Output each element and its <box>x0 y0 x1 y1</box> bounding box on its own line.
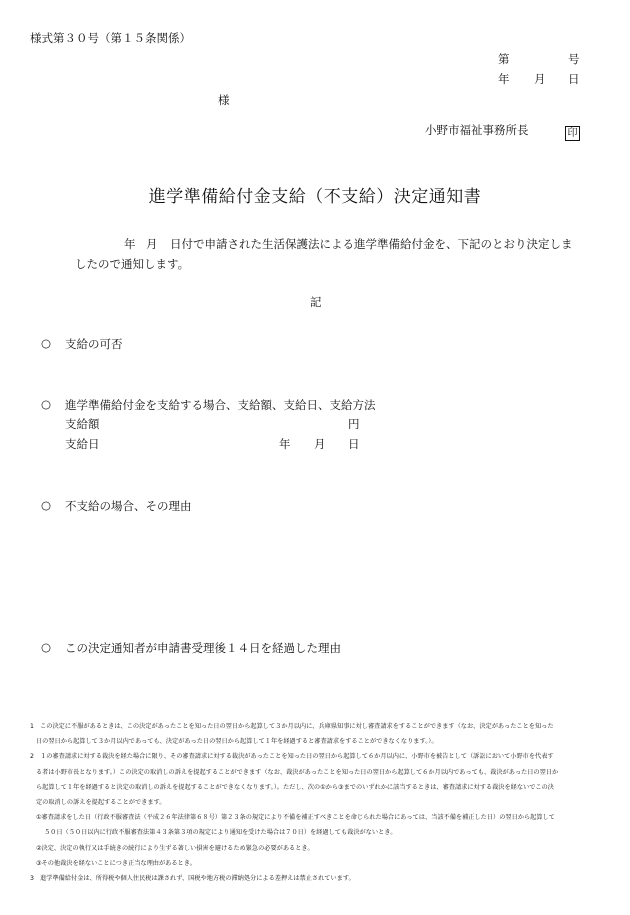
note-line: 日の翌日から起算して３か月以内であっても、決定があった日の翌日から起算して１年を経過すると審査請求をすることができなくなります。）。 <box>36 738 438 746</box>
item2-bullet: ○ <box>41 397 52 411</box>
pay-date-day: 日 <box>348 437 360 451</box>
addressee-suffix: 様 <box>218 93 230 107</box>
item1-bullet: ○ <box>41 336 52 350</box>
note-line: ③その他裁決を経ないことにつき正当な理由があるとき。 <box>36 859 196 867</box>
note-line: ら起算して１年を経過すると決定の取消しの訴えを提起することができなくなります。）。ただし、次の①から③までのいずれかに該当するときは、審査請求に対する裁決を経ないでこの決 <box>36 783 554 791</box>
item3-label: 不支給の場合、その理由 <box>65 499 192 513</box>
item1-label: 支給の可否 <box>65 337 123 351</box>
seal-stamp <box>565 121 580 141</box>
pay-date-label: 支給日 <box>65 437 100 451</box>
body-month: 月 <box>146 237 158 251</box>
date-month: 月 <box>534 72 546 86</box>
legal-notes <box>30 719 610 886</box>
amount-unit: 円 <box>348 417 360 431</box>
item4-label: この決定通知者が申請書受理後１４日を経過した理由 <box>65 641 341 655</box>
item4-bullet: ○ <box>41 640 52 654</box>
item3-bullet: ○ <box>41 498 52 512</box>
note-line: 3 進学準備給付金は、所得税や個人住民税は課されず、国税や地方税の滞納処分による差押えは禁止されています。 <box>30 875 355 883</box>
pay-date-month: 月 <box>314 437 326 451</box>
doc-number-suffix: 号 <box>568 52 580 66</box>
note-line: ①審査請求をした日（行政不服審査法（平成２６年法律第６８号）第２３条の規定により不備を補正すべきことを命じられた場合にあっては、当該不備を補正した日）の翌日から起算して <box>36 814 555 822</box>
note-line: る者は小野市長となります。）この決定の取消しの訴えを提起することができます（なお、裁決があったことを知った日の翌日から起算して６か月以内であっても、裁決があった日の翌日か <box>36 768 559 776</box>
document-title: 進学準備給付金支給（不支給）決定通知書 <box>148 187 482 207</box>
issuer-name: 小野市福祉事務所長 <box>425 123 529 137</box>
note-line: ②決定、決定の執行又は手続きの続行により生ずる著しい損害を避けるため緊急の必要があるとき。 <box>36 844 314 852</box>
body-line2: したので通知します。 <box>75 257 190 271</box>
note-line: 2 １の審査請求に対する裁決を経た場合に限り、その審査請求に対する裁決があったことを知った日の翌日から起算して６か月以内に、小野市を被告として（訴訟において小野市を代表す <box>30 753 554 761</box>
item2-label: 進学準備給付金を支給する場合、支給額、支給日、支給方法 <box>65 398 376 412</box>
amount-label: 支給額 <box>65 417 100 431</box>
seal-char: 印 <box>565 126 580 141</box>
body-year: 年 <box>124 237 136 251</box>
date-day: 日 <box>568 72 580 86</box>
pay-date-year: 年 <box>279 437 291 451</box>
date-year: 年 <box>498 72 510 86</box>
note-line: ５０日（５０日以内に行政不服審査法第４３条第３項の規定により通知を受けた場合は７０日）を経過しても裁決がないとき。 <box>44 829 397 837</box>
note-line: 定の取消しの訴えを提起することができます。 <box>36 799 166 807</box>
ki-marker: 記 <box>310 295 322 309</box>
form-number: 様式第３０号（第１５条関係） <box>30 31 191 45</box>
doc-number-prefix: 第 <box>498 52 510 66</box>
body-line1: 日付で申請された生活保護法による進学準備給付金を、下記のとおり決定しま <box>170 237 573 251</box>
note-line: 1 この決定に不服があるときは、この決定があったことを知った日の翌日から起算して３か月以内に、兵庫県知事に対し審査請求をすることができます（なお、決定があったことを知った <box>30 723 554 730</box>
